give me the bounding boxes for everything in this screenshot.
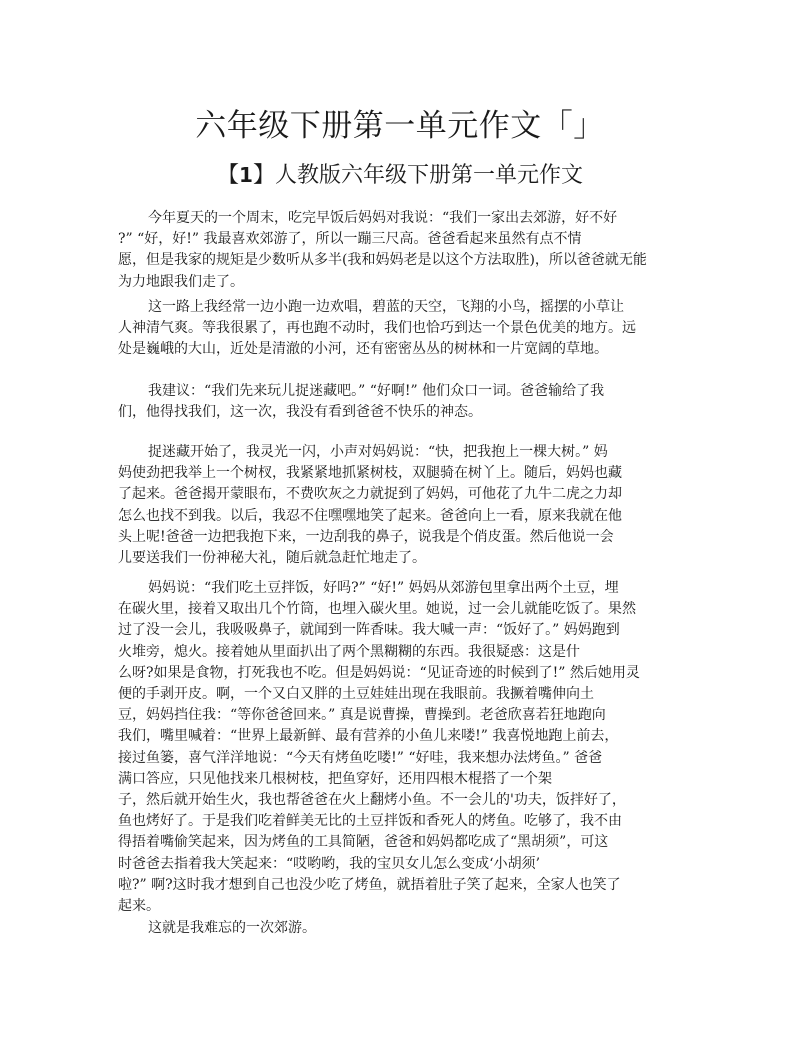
document-subtitle — [0, 158, 800, 189]
paragraph — [118, 381, 663, 423]
paragraph-line: 起来。 — [118, 898, 160, 915]
paragraph-line: 得捂着嘴偷笑起来，因为烤鱼的工具简陋，爸爸和妈妈都吃成了“黑胡须”，可这 — [118, 834, 609, 851]
subtitle-open-bracket: 【 — [217, 163, 240, 188]
paragraph-line: 这就是我难忘的一次郊游。 — [148, 920, 316, 936]
paragraph-line: 为力地跟我们走了。 — [118, 273, 244, 290]
paragraph-line: ?” “好，好!” 我最喜欢郊游了，所以一蹦三尺高。爸爸看起来虽然有点不情 — [118, 231, 582, 248]
paragraph-line: 我们，嘴里喊着：“世界上最新鲜、最有营养的小鱼儿来喽!” 我喜悦地跑上前去， — [118, 728, 619, 745]
paragraph — [118, 297, 663, 361]
paragraph — [118, 442, 663, 569]
document-title: 六年级下册第一单元作文「」 — [195, 108, 605, 144]
paragraph-line: 头上呢!爸爸一边把我抱下来，一边刮我的鼻子，说我是个俏皮蛋。然后他说一会 — [118, 528, 614, 545]
paragraph-line: 处是巍峨的大山，近处是清澈的小河，还有密密丛丛的树林和一片宽阔的草地。 — [118, 341, 608, 358]
paragraph — [118, 918, 663, 939]
paragraph-line: 妈妈说：“我们吃土豆拌饭，好吗?” “好!” 妈妈从郊游包里拿出两个土豆，埋 — [148, 580, 619, 596]
subtitle-close-bracket: 】 — [252, 163, 275, 188]
paragraph-line: 儿要送我们一份神秘大礼，随后就急赶忙地走了。 — [118, 550, 426, 567]
paragraph-line: 子，然后就开始生火，我也帮爸爸在火上翻烤小鱼。不一会儿的'功夫，饭拌好了， — [118, 792, 626, 809]
paragraph-line: 啦?” 啊?这时我才想到自己也没少吃了烤鱼，就捂着肚子笑了起来，全家人也笑了 — [118, 876, 621, 893]
paragraph-line: 愿，但是我家的规矩是少数听从多半(我和妈妈老是以这个方法取胜)，所以爸爸就无能 — [118, 252, 647, 269]
paragraph-line: 便的手剥开皮。啊，一个又白又胖的土豆娃娃出现在我眼前。我撅着嘴伸向土 — [118, 686, 594, 703]
paragraph-line: 鱼也烤好了。于是我们吃着鲜美无比的土豆拌饭和香死人的烤鱼。吃够了，我不由 — [118, 813, 622, 830]
paragraph-line: 么呀?如果是食物，打死我也不吃。但是妈妈说：“见证奇迹的时候到了!” 然后她用灵 — [118, 664, 640, 681]
paragraph-line: 怎么也找不到我。以后，我忍不住嘿嘿地笑了起来。爸爸向上一看，原来我就在他 — [118, 507, 622, 524]
paragraph-line: 我建议：“我们先来玩儿捉迷藏吧。” “好啊!” 他们众口一词。爸爸输给了我 — [148, 383, 605, 399]
paragraph-line: 接过鱼篓，喜气洋洋地说：“今天有烤鱼吃喽!” “好哇，我来想办法烤鱼。” 爸爸 — [118, 749, 603, 766]
paragraph-line: 了起来。爸爸揭开蒙眼布，不费吹灰之力就捉到了妈妈，可他花了九牛二虎之力却 — [118, 486, 622, 503]
paragraph-line: 豆，妈妈挡住我：“等你爸爸回来。” 真是说曹操，曹操到。老爸欣喜若狂地跑向 — [118, 707, 606, 724]
subtitle-number: 1 — [239, 163, 253, 187]
paragraph-line: 满口答应，只见他找来几根树枝，把鱼穿好，还用四根木棍搭了一个架 — [118, 770, 552, 787]
paragraph-line: 捉迷藏开始了，我灵光一闪，小声对妈妈说：“快，把我抱上一棵大树。” 妈 — [148, 444, 608, 460]
paragraph — [118, 578, 663, 917]
paragraph-line: 今年夏天的一个周末，吃完早饭后妈妈对我说：“我们一家出去郊游，好不好 — [148, 210, 618, 226]
paragraph-line: 人神清气爽。等我很累了，再也跑不动时，我们也恰巧到达一个景色优美的地方。远 — [118, 320, 636, 337]
paragraph-line: 妈使劲把我举上一个树杈，我紧紧地抓紧树枝，双腿骑在树丫上。随后，妈妈也藏 — [118, 465, 622, 482]
paragraph-line: 时爸爸去指着我大笑起来：“哎哟哟，我的宝贝女儿怎么变成‘小胡须’ — [118, 855, 541, 872]
paragraph-line: 在碳火里，接着又取出几个竹筒，也埋入碳火里。她说，过一会儿就能吃饭了。果然 — [118, 601, 636, 618]
paragraph-line: 这一路上我经常一边小跑一边欢唱，碧蓝的天空，飞翔的小鸟，摇摆的小草让 — [148, 299, 624, 315]
paragraph — [118, 208, 663, 293]
paragraph-line: 过了没一会儿，我吸吸鼻子，就闻到一阵香味。我大喊一声：“饭好了。” 妈妈跑到 — [118, 622, 620, 639]
paragraph-line: 火堆旁，熄火。接着她从里面扒出了两个黑糊糊的东西。我很疑惑：这是什 — [118, 643, 580, 660]
paragraph-line: 们，他得找我们，这一次，我没有看到爸爸不快乐的神态。 — [118, 404, 482, 421]
subtitle-text: 人教版六年级下册第一单元作文 — [274, 163, 583, 188]
